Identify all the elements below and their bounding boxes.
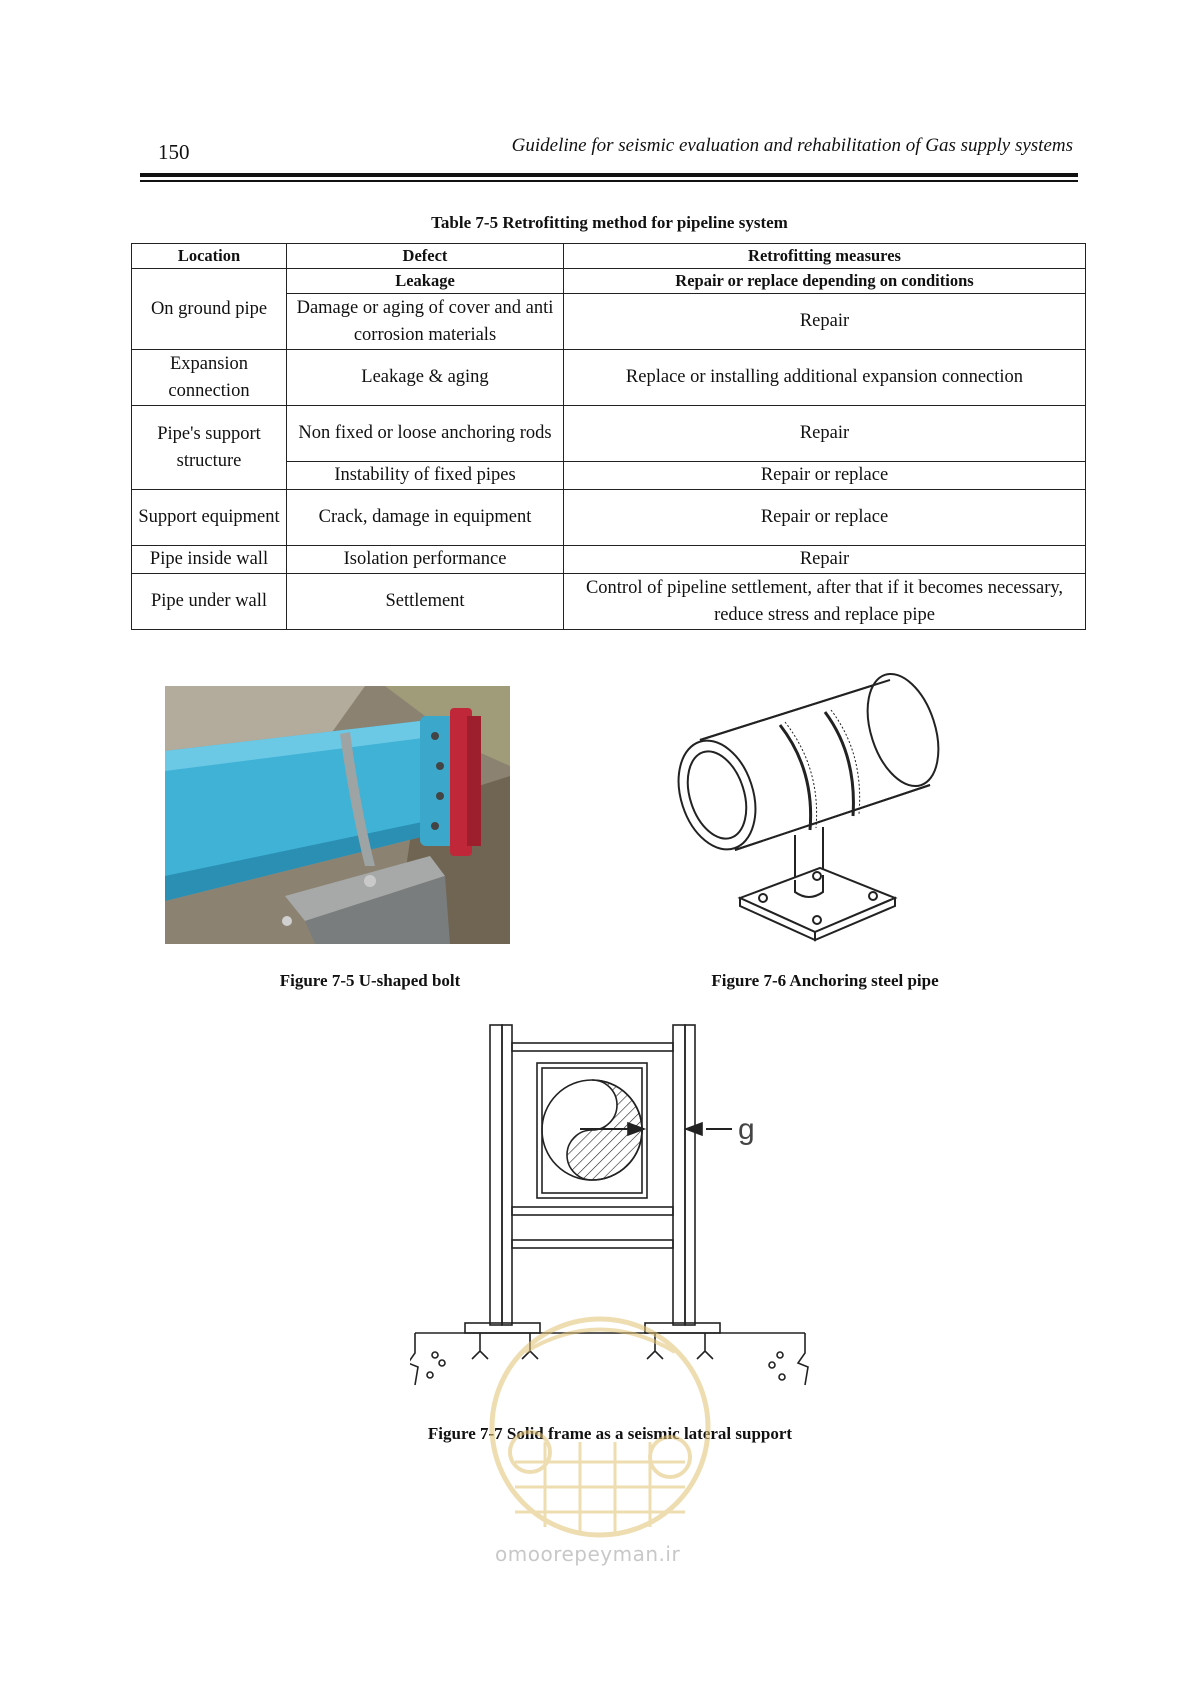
column-header: Retrofitting measures [564,244,1086,269]
measure-cell: Repair [564,294,1086,350]
location-cell: Pipe under wall [132,574,287,630]
running-title: Guideline for seismic evaluation and rehabilitation of Gas supply systems [511,135,1073,156]
location-cell: On ground pipe [132,269,287,350]
header-rule-thin [140,180,1078,182]
defect-cell: Instability of fixed pipes [287,462,564,490]
header-rule [140,173,1078,177]
gap-label: g [738,1113,755,1146]
measure-cell: Repair [564,406,1086,462]
measure-cell: Repair [564,546,1086,574]
watermark-site: omoorepeyman.ir [495,1542,681,1566]
figure-7-5-caption: Figure 7-5 U-shaped bolt [279,971,461,990]
table-row [132,269,1086,294]
page-number: 150 [158,140,190,164]
measure-cell: Replace or installing additional expansion connection [564,350,1086,406]
retrofitting-table [131,243,1086,630]
column-header: Location [132,244,287,269]
defect-cell: Leakage & aging [287,350,564,406]
measure-cell: Control of pipeline settlement, after that if it becomes necessary, reduce stress and replace pipe [564,574,1086,630]
figure-7-6-caption: Figure 7-6 Anchoring steel pipe [711,971,939,990]
measure-cell: Repair or replace [564,490,1086,546]
table-row [132,546,1086,574]
u-bolt-photo [165,686,510,944]
column-header: Defect [287,244,564,269]
table-row [132,574,1086,630]
figure-7-7-caption: Figure 7-7 Solid frame as a seismic lateral support [427,1424,793,1443]
location-cell: Support equipment [132,490,287,546]
anchoring-steel-pipe-drawing [645,670,980,960]
measure-cell: Repair or replace depending on conditions [564,269,1086,294]
measure-cell: Repair or replace [564,462,1086,490]
defect-cell: Crack, damage in equipment [287,490,564,546]
location-cell: Expansion connection [132,350,287,406]
table-row [132,350,1086,406]
watermark-logo [485,1312,715,1547]
defect-cell: Settlement [287,574,564,630]
location-cell: Pipe's support structure [132,406,287,490]
table-row [132,490,1086,546]
location-cell: Pipe inside wall [132,546,287,574]
defect-cell: Damage or aging of cover and anti corrosion materials [287,294,564,350]
defect-cell: Non fixed or loose anchoring rods [287,406,564,462]
table-row [132,406,1086,462]
defect-cell: Leakage [287,269,564,294]
table-caption: Table 7-5 Retrofitting method for pipeline system [431,213,788,232]
table-header-row [132,244,1086,269]
defect-cell: Isolation performance [287,546,564,574]
